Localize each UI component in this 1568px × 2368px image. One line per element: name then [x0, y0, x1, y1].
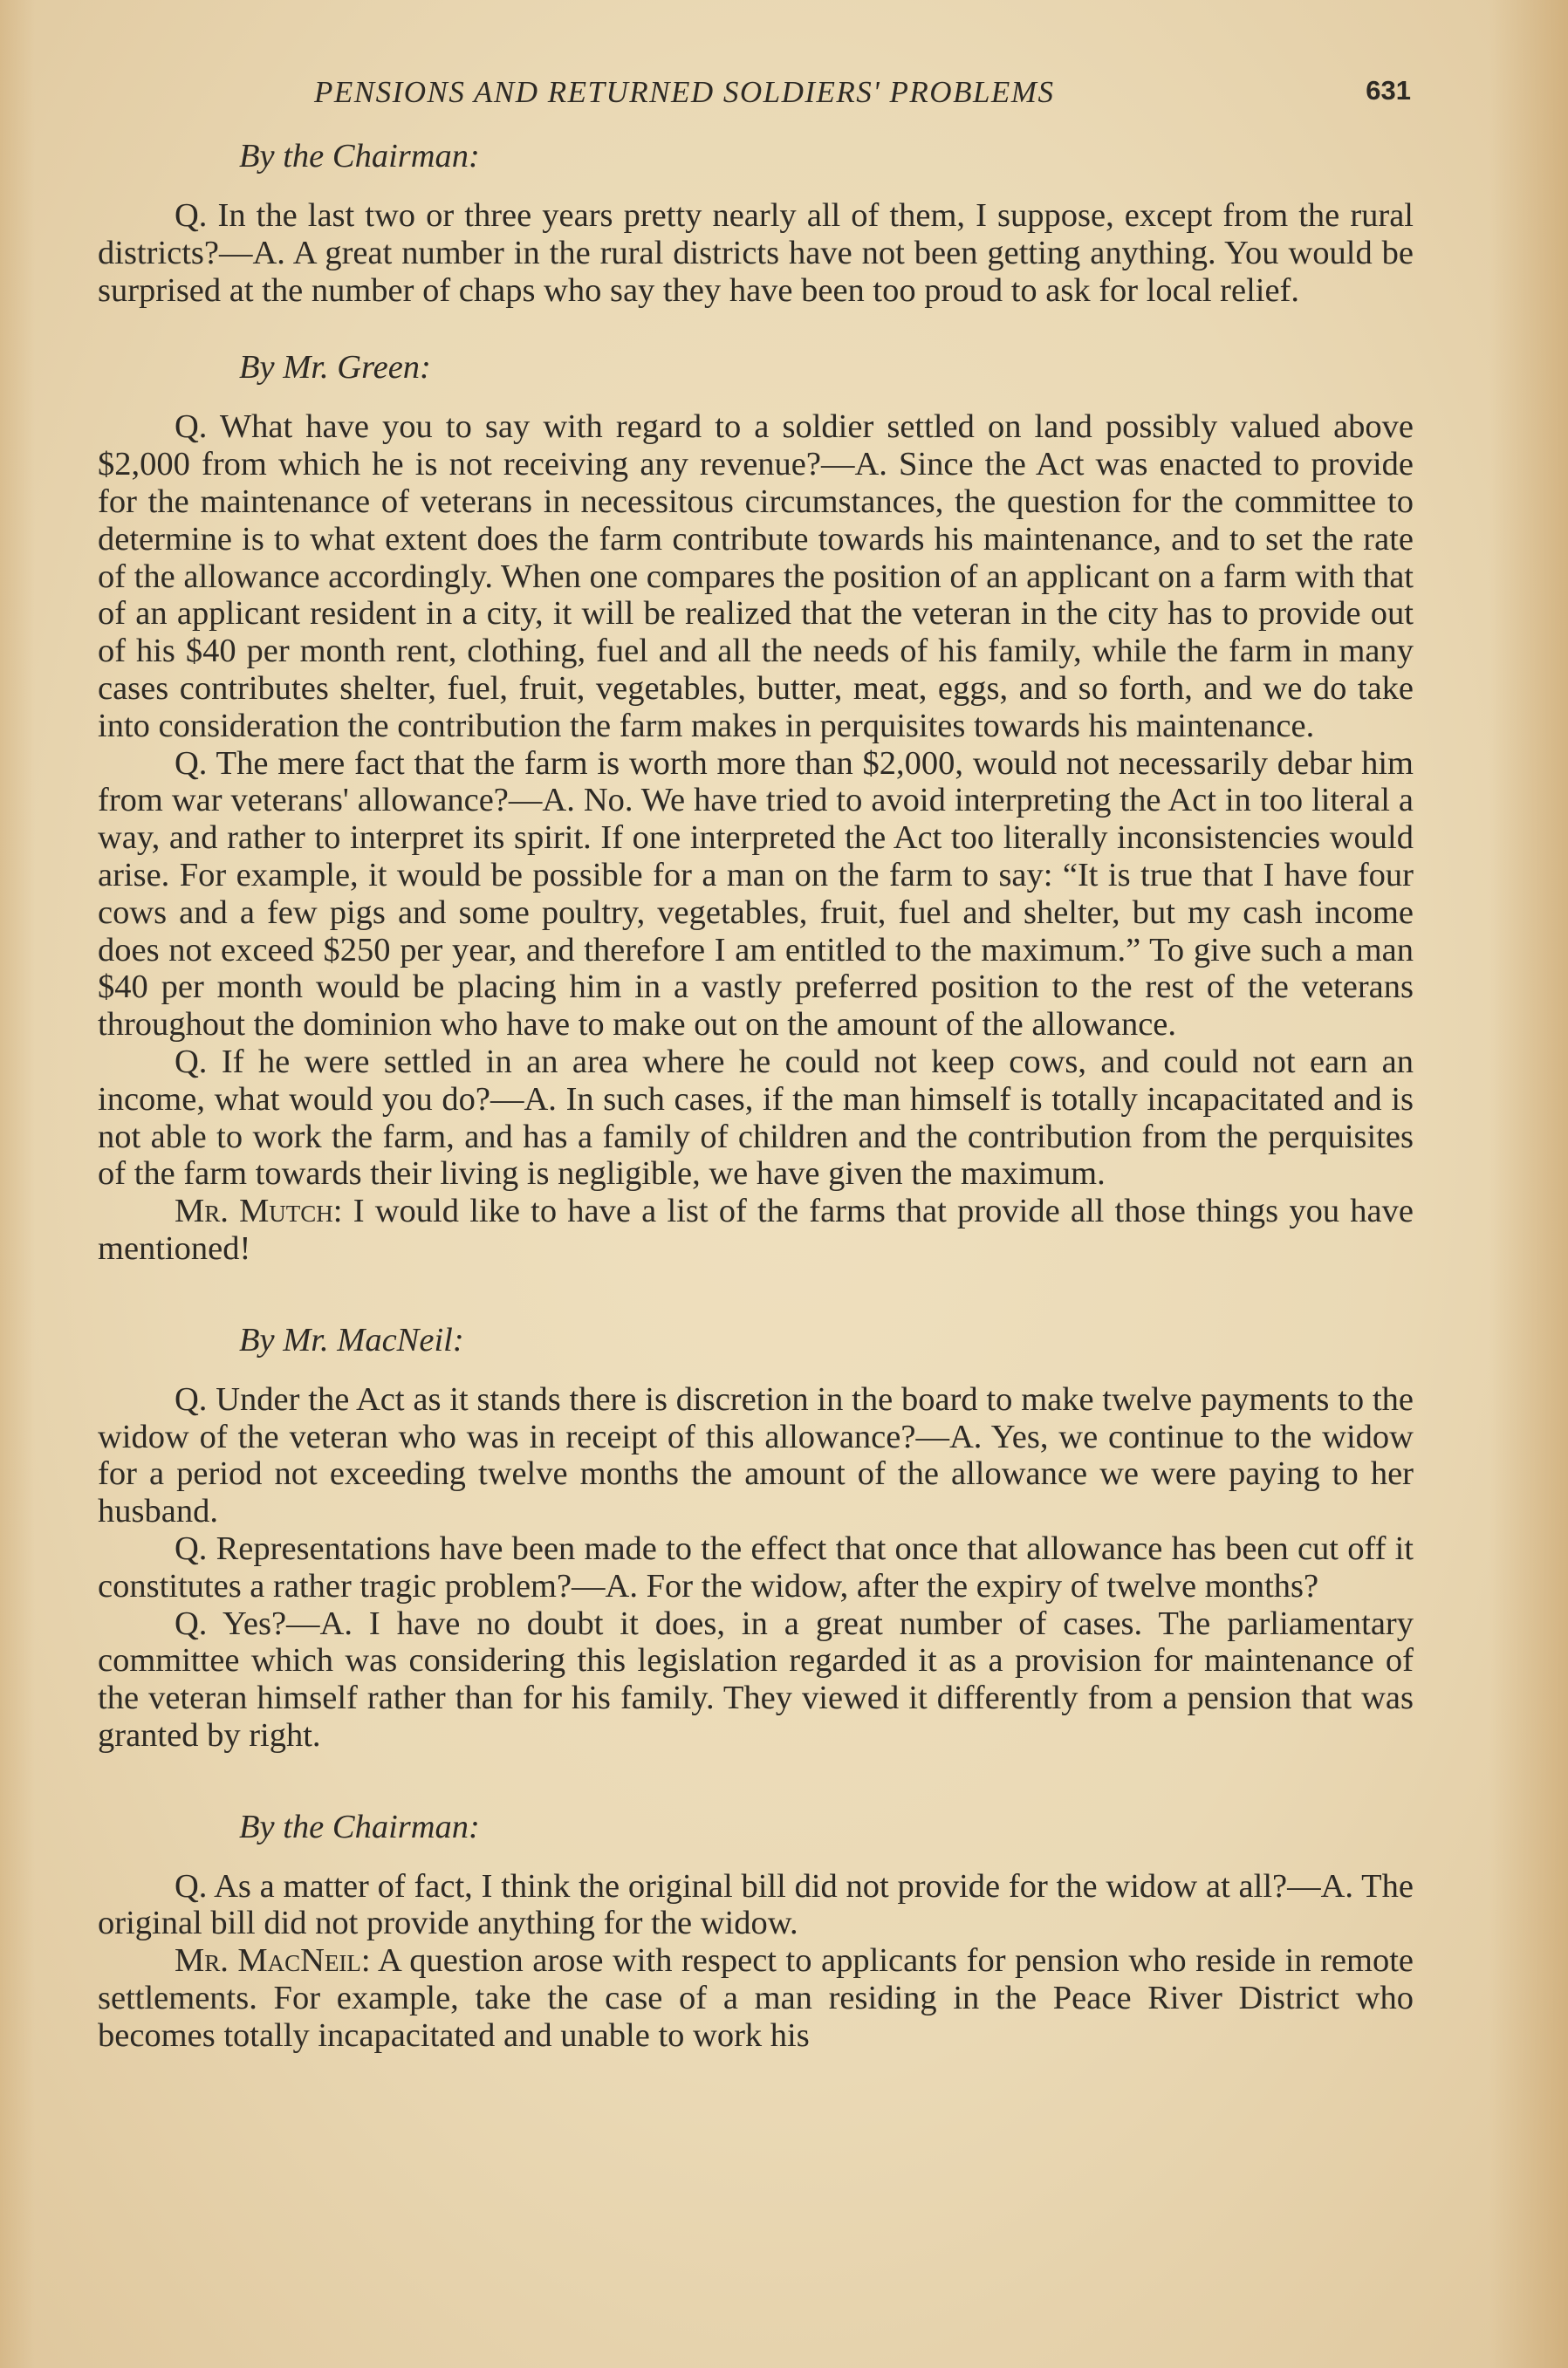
paragraph: Q. What have you to say with regard to a soldier settled on land possibly valued above $2,000 from which he is not receiving any revenue?—A. Since the Act was enacted to provide for the maintenance of veterans in necessitous circumstances, the question for the committee to determine is to what extent does the farm contribute towards his maintenance, and to set the rate of the allowance accordingly. When one compares the position of an applicant on a farm with that of an applicant resident in a city, it will be realized that the veteran in the city has to provide out of his $40 per month rent, clothing, fuel and all the needs of his family, while the farm in many cases contributes shelter, fuel, fruit, vegetables, butter, meat, eggs, and so forth, and we do take into consideration the contribution the farm makes in perquisites towards his maintenance.	[98, 408, 1414, 744]
section-heading: By Mr. Green:	[239, 349, 431, 387]
paragraph: Q. Yes?—A. I have no doubt it does, in a great number of cases. The parliamentary committee which was considering this legislation regarded it as a provision for maintenance of the veteran himself rather than for his family. They viewed it differently from a pension that was granted by right.	[98, 1605, 1414, 1754]
section-heading: By Mr. MacNeil:	[239, 1321, 464, 1359]
section-heading: By the Chairman:	[239, 1808, 480, 1845]
paragraph: Q. Under the Act as it stands there is discretion in the board to make twelve payments to the widow of the veteran who was in receipt of this allowance?—A. Yes, we continue to the widow for a period not exceeding twelve months the amount of the allowance we were paying to her husband.	[98, 1380, 1414, 1530]
paragraph: Q. Representations have been made to the effect that once that allowance has been cut off it constitutes a rather tragic problem?—A. For the widow, after the expiry of twelve months?	[98, 1530, 1414, 1605]
speaker-name: Mr. Mutch:	[175, 1193, 343, 1230]
speaker-name: Mr. MacNeil:	[175, 1942, 371, 1980]
page-body	[98, 138, 1414, 2055]
page-number: 631	[1366, 75, 1411, 106]
remark-text: A question arose with respect to applicants for pension who reside in remote settlements. For example, take the case of a man residing in the Peace River District who becomes totally incapacitated and unable to work his	[98, 1942, 1414, 2054]
paragraph: Q. As a matter of fact, I think the original bill did not provide for the widow at all?—A. The original bill did not provide anything for the widow.	[98, 1867, 1414, 1942]
paragraph: Q. In the last two or three years pretty nearly all of them, I suppose, except from the rural districts?—A. A great number in the rural districts have not been getting anything. You would be surprised at the number of chaps who say they have been too proud to ask for local relief.	[98, 197, 1414, 309]
running-head: PENSIONS AND RETURNED SOLDIERS' PROBLEMS	[314, 75, 1055, 109]
speaker-remark	[98, 1193, 1414, 1268]
remark-text: I would like to have a list of the farms that provide all those things you have mentioned!	[98, 1193, 1414, 1267]
paragraph: Q. If he were settled in an area where he could not keep cows, and could not earn an income, what would you do?—A. In such cases, if the man himself is totally incapacitated and is not able to work the farm, and has a family of children and the contribution from the perquisites of the farm towards their living is negligible, we have given the maximum.	[98, 1043, 1414, 1193]
speaker-remark	[98, 1942, 1414, 2054]
page-header	[314, 75, 1411, 124]
paragraph: Q. The mere fact that the farm is worth more than $2,000, would not necessarily debar him from war veterans' allowance?—A. No. We have tried to avoid interpreting the Act in too literal a way, and rather to interpret its spirit. If one interpreted the Act too literally inconsistencies would arise. For example, it would be possible for a man on the farm to say: “It is true that I have four cows and a few pigs and some poultry, vegetables, fruit, fuel and shelter, but my cash income does not exceed $250 per year, and therefore I am entitled to the maximum.” To give such a man $40 per month would be placing him in a vastly preferred position to the rest of the veterans throughout the dominion who have to make out on the amount of the allowance.	[98, 744, 1414, 1044]
section-heading: By the Chairman:	[239, 138, 480, 175]
